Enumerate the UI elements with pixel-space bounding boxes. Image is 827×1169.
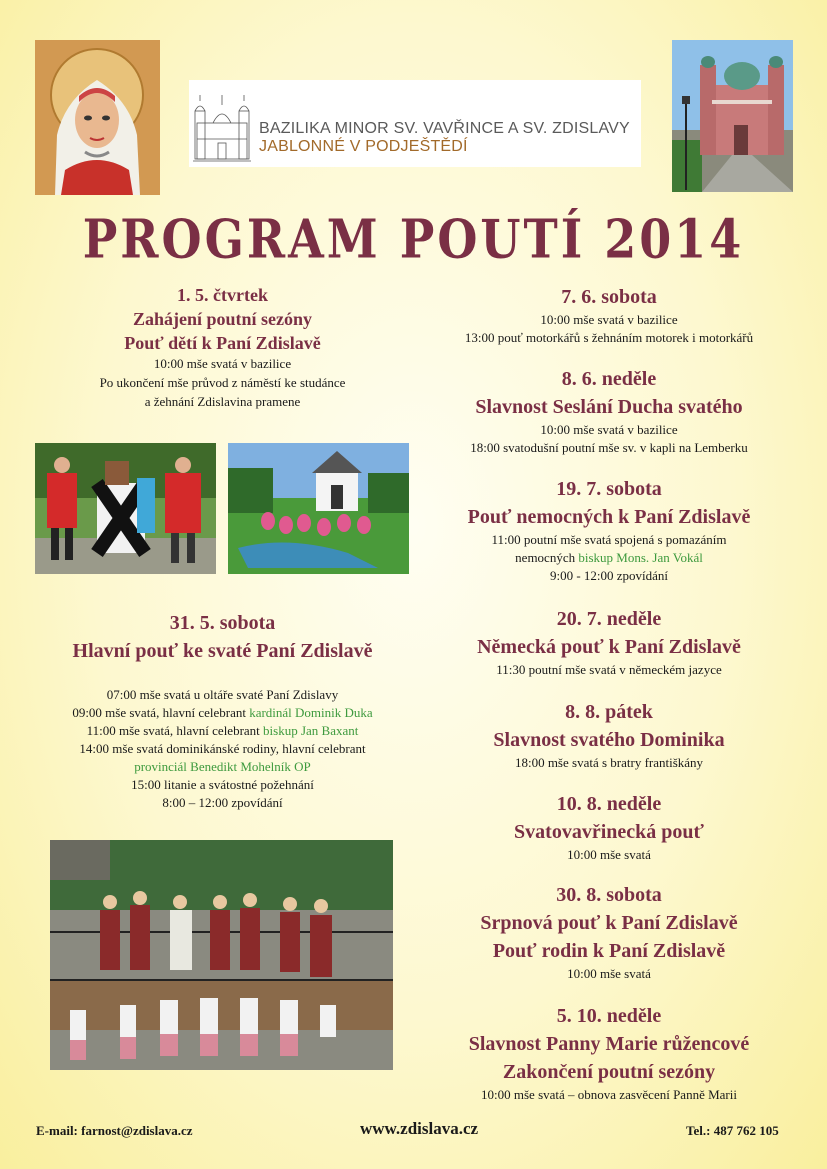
event-detail: 11:00 mše svatá, hlavní celebrant biskup Jan Baxant: [86, 723, 359, 738]
event-detail: 10:00 mše svatá v bazilice: [540, 312, 678, 327]
event-title: Svatovavřinecká pouť: [514, 821, 704, 843]
event-subtitle: Pouť dětí k Paní Zdislavě: [124, 333, 321, 353]
event-pentecost: [425, 365, 793, 457]
event-date: 8. 8. pátek: [565, 701, 653, 723]
event-detail: Po ukončení mše průvod z náměstí ke studánce: [99, 375, 346, 390]
event-st-lawrence: [425, 790, 793, 864]
event-detail: 10:00 mše svatá – obnova zasvěcení Panně Marii: [481, 1087, 737, 1102]
event-date: 20. 7. neděle: [556, 608, 662, 630]
footer-website[interactable]: www.zdislava.cz: [360, 1119, 479, 1138]
procession-photo: [35, 443, 216, 574]
event-detail: 10:00 mše svatá v bazilice: [540, 422, 678, 437]
event-detail: 10:00 mše svatá v bazilice: [153, 356, 292, 371]
event-title: Hlavní pouť ke svaté Paní Zdislavě: [72, 640, 373, 662]
celebrant-name: provinciál Benedikt Mohelník OP: [134, 759, 311, 774]
event-detail: 15:00 litanie a svátostné požehnání: [131, 777, 314, 792]
event-detail: 11:30 poutní mše svatá v německém jazyce: [496, 662, 722, 677]
event-august-pilgrimage: [425, 881, 793, 983]
event-detail: 18:00 mše svatá s bratry františkány: [514, 755, 704, 770]
event-detail: 11:00 poutní mše svatá spojená s pomazáním: [491, 532, 727, 547]
event-date: 10. 8. neděle: [556, 793, 662, 815]
basilica-drawing: [191, 83, 253, 165]
event-date: 5. 10. neděle: [556, 1005, 662, 1027]
choir-photo: [50, 840, 393, 1070]
event-subtitle: Pouť rodin k Paní Zdislavě: [492, 940, 726, 962]
event-title: Slavnost Panny Marie růžencové: [468, 1033, 750, 1055]
event-detail: 18:00 svatodušní poutní mše sv. v kapli na Lemberku: [470, 440, 748, 455]
event-date: 31. 5. sobota: [169, 612, 276, 634]
children-dance-photo: [228, 443, 409, 574]
event-detail: 14:00 mše svatá dominikánské rodiny, hlavní celebrant: [79, 741, 366, 756]
event-1-may: [35, 284, 410, 411]
event-detail: 9:00 - 12:00 zpovídání: [549, 568, 669, 583]
event-detail: 10:00 mše svatá: [567, 966, 651, 981]
event-detail: nemocných biskup Mons. Jan Vokál: [515, 550, 703, 565]
event-date: 7. 6. sobota: [561, 286, 657, 308]
event-motorcyclists: [425, 283, 793, 347]
event-st-dominic: [425, 698, 793, 772]
event-title: Pouť nemocných k Paní Zdislavě: [467, 506, 751, 528]
event-main-pilgrimage: [35, 609, 410, 812]
event-detail: 07:00 mše svatá u oltáře svaté Paní Zdislavy: [106, 687, 339, 702]
event-date: 19. 7. sobota: [556, 478, 662, 500]
event-detail: 8:00 – 12:00 zpovídání: [162, 795, 283, 810]
basilica-photo: [672, 40, 793, 192]
event-detail: 10:00 mše svatá: [567, 847, 651, 862]
celebrant-name: biskup Mons. Jan Vokál: [578, 550, 703, 565]
footer-phone: Tel.: 487 762 105: [686, 1123, 779, 1138]
event-date: 1. 5. čtvrtek: [177, 285, 268, 305]
event-title: Srpnová pouť k Paní Zdislavě: [480, 912, 738, 934]
event-date: 8. 6. neděle: [561, 368, 657, 390]
page-title: PROGRAM POUTÍ 2014: [82, 208, 745, 271]
logo-line-2: JABLONNÉ V PODJEŠTĚDÍ: [259, 138, 468, 155]
event-sick-pilgrimage: [425, 475, 793, 585]
event-detail: 09:00 mše svatá, hlavní celebrant kardinál Dominik Duka: [72, 705, 373, 720]
celebrant-name: biskup Jan Baxant: [263, 723, 359, 738]
logo-line-1: BAZILIKA MINOR SV. VAVŘINCE A SV. ZDISLAVY: [259, 120, 630, 137]
event-title: Německá pouť k Paní Zdislavě: [477, 636, 741, 658]
event-title: Slavnost Seslání Ducha svatého: [475, 396, 743, 418]
basilica-logo: [189, 80, 641, 167]
event-rosary: [425, 1002, 793, 1104]
event-detail: 13:00 pouť motorkářů s žehnáním motorek i motorkářů: [464, 330, 754, 345]
celebrant-name: kardinál Dominik Duka: [249, 705, 373, 720]
event-title: Slavnost svatého Dominika: [493, 729, 725, 751]
event-title: Zahájení poutní sezóny: [132, 309, 313, 329]
event-german-pilgrimage: [425, 605, 793, 679]
footer-email[interactable]: E-mail: farnost@zdislava.cz: [36, 1123, 193, 1138]
zdislava-icon-image: [35, 40, 160, 195]
event-detail: a žehnání Zdislavina pramene: [144, 394, 301, 409]
event-date: 30. 8. sobota: [556, 884, 662, 906]
event-subtitle: Zakončení poutní sezóny: [502, 1061, 716, 1083]
